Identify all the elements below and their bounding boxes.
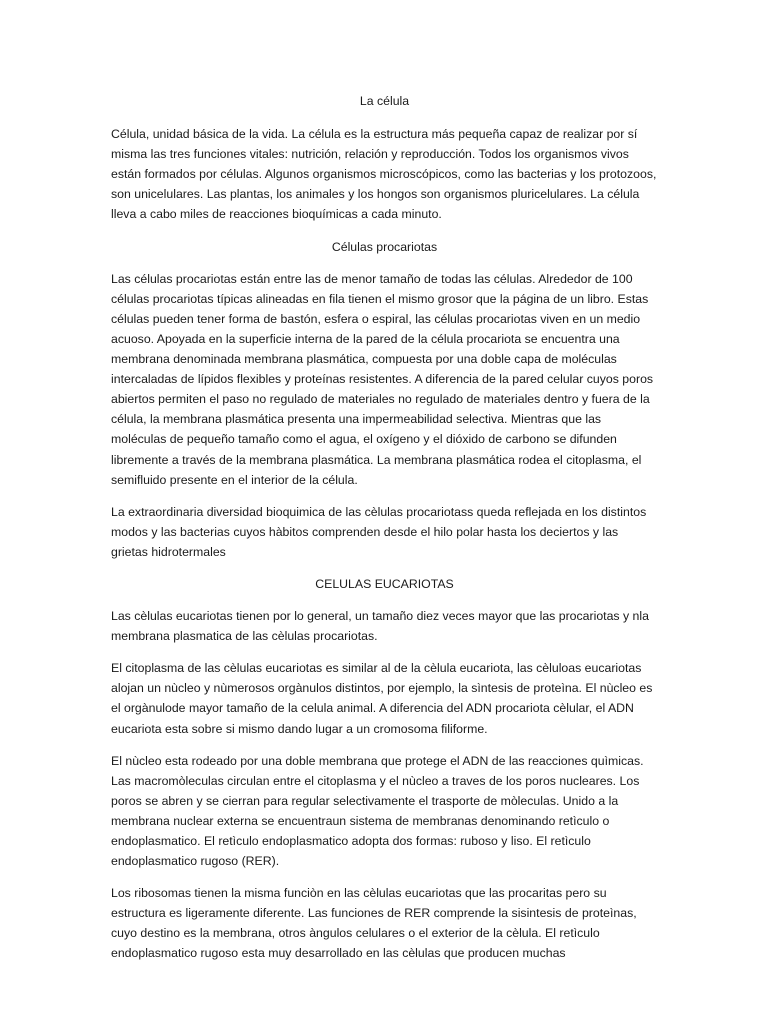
procariotas-paragraph-2: La extraordinaria diversidad bioquimica de las cèlulas procariotass queda reflejada en los distintos modos y las bacterias cuyos hàbitos comprenden desde el hilo polar hasta los deciertos y las grietas hidrotermales — [111, 504, 647, 559]
document-title: La célula — [359, 94, 410, 108]
eucariotas-paragraph-4: Los ribosomas tienen la misma funciòn en las cèlulas eucariotas que las procaritas pero su estructura es ligeramente diferente. Las funciones de RER comprende la sisintesis de proteìnas, cuyo destino es la membrana, otros àngulos celulares o el exterior de la cèlula. El retìculo endoplasmatico rugoso esta muy desarrollado en las cèlulas que producen muchas — [111, 886, 637, 961]
eucariotas-paragraph-2: El citoplasma de las cèlulas eucariotas es similar al de la cèlula eucariota, las cèluloas eucariotas alojan un nùcleo y nùmerosos orgànulos distintos, por ejemplo, la sìntesis de proteìna. El nùcleo es el orgànulode mayor tamaño de la celula animal. A diferencia del ADN procariota cèlular, el ADN eucariota esta sobre si mismo dando lugar a un cromosoma filiforme. — [111, 661, 653, 736]
document-body — [111, 91, 658, 976]
eucariotas-paragraph-1: Las cèlulas eucariotas tienen por lo general, un tamaño diez veces mayor que las procariotas y nla membrana plasmatica de las cèlulas procariotas. — [111, 609, 649, 644]
intro-paragraph: Célula, unidad básica de la vida. La célula es la estructura más pequeña capaz de realizar por sí misma las tres funciones vitales: nutrición, relación y reproducción. Todos los organismos vivos están formados por células. Algunos organismos microscópicos, como las bacterias y los protozoos, son unicelulares. Las plantas, los animales y los hongos son organismos pluricelulares. La célula lleva a cabo miles de reacciones bioquímicas a cada minuto. — [111, 127, 657, 222]
section-heading-procariotas: Células procariotas — [331, 239, 438, 254]
eucariotas-paragraph-3: El nùcleo esta rodeado por una doble membrana que protege el ADN de las reacciones quìmicas. Las macromòleculas circulan entre el citoplasma y el nùcleo a traves de los poros nucleares. Los poros se abren y se cierran para regular selectivamente el trasporte de mòleculas. Unido a la membrana nuclear externa se encuentraun sistema de membranas denominando retìculo o endoplasmatico. El retìculo endoplasmatico adopta dos formas: ruboso y liso. El retìculo endoplasmatico rugoso (RER). — [111, 753, 644, 869]
section-heading-eucariotas: CELULAS EUCARIOTAS — [315, 576, 454, 591]
procariotas-paragraph-1: Las células procariotas están entre las de menor tamaño de todas las células. Alrededor de 100 células procariotas típicas alineadas en fila tienen el mismo grosor que la página de un libro. Estas células pueden tener forma de bastón, esfera o espiral, las células procariotas viven en un medio acuoso. Apoyada en la superficie interna de la pared de la célula procariota se encuentra una membrana denominada membrana plasmática, compuesta por una doble capa de moléculas intercaladas de lípidos flexibles y proteínas resistentes. A diferencia de la pared celular cuyos poros abiertos permiten el paso no regulado de materiales no regulado de materiales dentro y fuera de la célula, la membrana plasmática presenta una impermeabilidad selectiva. Mientras que las moléculas de pequeño tamaño como el agua, el oxígeno y el dióxido de carbono se difunden libremente a través de la membrana plasmática. La membrana plasmática rodea el citoplasma, el semifluido presente en el interior de la célula. — [111, 271, 654, 487]
